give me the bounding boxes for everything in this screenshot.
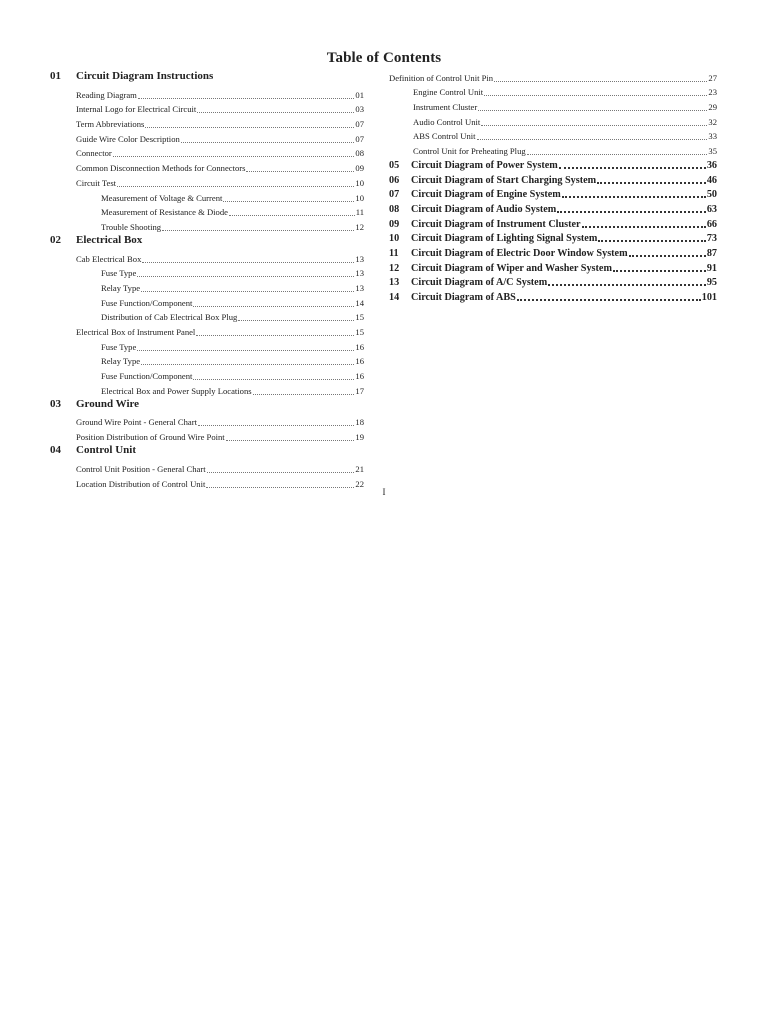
dot-leader [145,127,354,128]
entry-page: 27 [708,72,717,83]
dot-leader [598,240,706,242]
entry-title: Control Unit Position - General Chart [76,463,206,474]
toc-entry[interactable] [50,460,364,475]
section-number: 13 [389,277,400,289]
toc-entry[interactable] [389,113,717,128]
toc-entry-major[interactable] [389,260,717,275]
toc-entry[interactable] [50,218,364,233]
entry-page: 22 [355,478,364,489]
entry-title: Circuit Diagram of Engine System [411,189,561,201]
section-number: 11 [389,247,399,259]
toc-entry-major[interactable] [389,289,717,304]
dot-leader [481,125,707,126]
entry-page: 07 [355,133,364,144]
entry-page: 91 [706,262,717,274]
entry-page: 21 [355,463,364,474]
entry-page: 14 [355,297,364,308]
entry-page: 13 [355,282,364,293]
dot-leader [478,110,707,111]
entry-title: Circuit Diagram of Instrument Cluster [411,218,581,230]
entry-title: Circuit Diagram of Lighting Signal System [411,233,598,245]
entry-page: 35 [708,146,717,157]
entry-page: 09 [355,163,364,174]
dot-leader [548,284,706,286]
entry-page: 19 [355,432,364,443]
toc-entry[interactable] [50,115,364,130]
toc-entry[interactable] [50,204,364,219]
toc-entry[interactable] [389,142,717,157]
section-heading [50,444,364,460]
entry-page: 01 [355,89,364,100]
dot-leader [207,472,355,473]
dot-leader [238,320,354,321]
entry-page: 66 [706,218,717,230]
section-number: 01 [50,70,61,82]
dot-leader [582,226,706,228]
dot-leader [197,112,354,113]
section-number: 09 [389,218,400,230]
section-heading [50,70,364,86]
entry-title: Position Distribution of Ground Wire Point [76,432,225,443]
dot-leader [162,230,354,231]
entry-title: Audio Control Unit [413,116,481,127]
entry-page: 73 [706,233,717,245]
entry-title: Circuit Diagram of Electric Door Window System [411,247,628,259]
dot-leader [138,98,355,99]
entry-page: 10 [355,192,364,203]
toc-entry[interactable] [50,279,364,294]
entry-title: Fuse Function/Component [101,371,193,382]
entry-page: 36 [706,159,717,171]
entry-title: Common Disconnection Methods for Connectors [76,163,246,174]
toc-entry[interactable] [389,84,717,99]
dot-leader [253,394,355,395]
toc-entry[interactable] [50,265,364,280]
dot-leader [141,364,354,365]
toc-entry-major[interactable] [389,157,717,172]
section-number: 05 [389,159,400,171]
entry-title: Circuit Diagram of Wiper and Washer System [411,262,612,274]
dot-leader [494,81,707,82]
dot-leader [196,335,354,336]
entry-page: 07 [355,119,364,130]
entry-title: Fuse Type [101,268,137,279]
entry-title: Reading Diagram [76,89,137,100]
toc-entry-major[interactable] [389,275,717,290]
entry-title: Control Unit for Preheating Plug [413,146,526,157]
dot-leader [113,156,355,157]
entry-page: 32 [708,116,717,127]
dot-leader [562,196,706,198]
entry-title: Instrument Cluster [413,102,478,113]
entry-title: Trouble Shooting [101,221,162,232]
section-heading [50,398,364,414]
page-title: Table of Contents [326,50,442,66]
entry-title: Measurement of Resistance & Diode [101,207,228,218]
dot-leader [142,262,354,263]
entry-title: Circuit Diagram of Power System [411,159,558,171]
entry-page: 13 [355,253,364,264]
dot-leader [137,350,354,351]
section-number: 02 [50,233,61,246]
dot-leader [613,270,706,272]
toc-entry[interactable] [50,130,364,145]
entry-title: Engine Control Unit [413,87,484,98]
dot-leader [117,186,354,187]
toc-entry-major[interactable] [389,216,717,231]
toc-entry[interactable] [50,189,364,204]
section-title: Control Unit [76,444,136,457]
entry-page: 63 [706,203,717,215]
entry-title: ABS Control Unit [413,131,476,142]
section-number: 06 [389,174,400,186]
toc-entry-major[interactable] [389,187,717,202]
entry-page: 87 [706,247,717,259]
section-title: Circuit Diagram Instructions [76,70,214,82]
entry-page: 18 [355,417,364,428]
entry-page: 95 [706,277,717,289]
entry-page: 16 [355,371,364,382]
entry-title: Electrical Box and Power Supply Locations [101,385,252,396]
entry-title: Definition of Control Unit Pin [389,72,494,83]
dot-leader [557,211,706,213]
toc-entry[interactable] [50,86,364,101]
dot-leader [137,276,354,277]
entry-title: Internal Logo for Electrical Circuit [76,104,197,115]
section-number: 08 [389,203,400,215]
entry-page: 15 [355,312,364,323]
dot-leader [193,379,354,380]
toc-entry[interactable] [50,414,364,429]
dot-leader [517,299,701,301]
toc-left-column [50,69,364,490]
toc-right-column [389,69,717,304]
toc-entry[interactable] [50,145,364,160]
entry-page: 33 [708,131,717,142]
entry-page: 50 [706,189,717,201]
entry-page: 46 [706,174,717,186]
dot-leader [223,201,354,202]
toc-entry[interactable] [50,382,364,397]
entry-page: 16 [355,356,364,367]
dot-leader [193,306,354,307]
dot-leader [597,182,706,184]
toc-entry-major[interactable] [389,172,717,187]
entry-title: Circuit Diagram of Start Charging System [411,174,597,186]
entry-title: Fuse Function/Component [101,297,193,308]
dot-leader [484,95,707,96]
entry-title: Measurement of Voltage & Current [101,192,223,203]
entry-title: Guide Wire Color Description [76,133,180,144]
page-number: I [382,487,386,497]
section-number: 12 [389,262,400,274]
section-number: 14 [389,292,400,303]
toc-entry[interactable] [50,101,364,116]
entry-title: Location Distribution of Control Unit [76,478,206,489]
dot-leader [229,215,355,216]
toc-entry[interactable] [50,353,364,368]
toc-entry[interactable] [50,159,364,174]
entry-page: 15 [355,327,364,337]
toc-entry[interactable] [50,428,364,443]
toc-entry[interactable] [50,323,364,338]
entry-title: Distribution of Cab Electrical Box Plug [101,312,238,323]
toc-entry-major[interactable] [389,201,717,216]
entry-title: Relay Type [101,282,141,293]
toc-entry[interactable] [50,294,364,309]
entry-title: Cab Electrical Box [76,253,142,264]
entry-title: Relay Type [101,356,141,367]
dot-leader [477,139,708,140]
toc-entry[interactable] [389,69,717,84]
section-number: 10 [389,233,400,245]
entry-title: Circuit Diagram of Audio System [411,203,557,215]
section-number: 04 [50,444,61,457]
toc-entry-major[interactable] [389,231,717,246]
toc-entry-major[interactable] [389,245,717,260]
entry-page: 23 [708,87,717,98]
entry-page: 16 [355,341,364,352]
entry-title: Circuit Diagram of A/C System [411,277,548,289]
toc-entry[interactable] [389,128,717,143]
entry-page: 03 [355,104,364,115]
toc-entry[interactable] [50,338,364,353]
dot-leader [141,291,354,292]
entry-page: 101 [701,292,717,303]
section-title: Ground Wire [76,397,140,410]
entry-page: 17 [355,385,364,396]
dot-leader [226,440,355,441]
dot-leader [181,142,355,143]
section-number: 07 [389,189,400,201]
entry-title: Circuit Diagram of ABS [411,292,516,303]
entry-page: 13 [355,268,364,279]
dot-leader [198,425,354,426]
toc-entry[interactable] [50,250,364,265]
entry-page: 12 [355,221,364,232]
entry-page: 11 [355,207,364,218]
entry-title: Electrical Box of Instrument Panel [76,327,196,337]
section-number: 03 [50,397,61,410]
dot-leader [559,167,706,169]
entry-title: Circuit Test [76,177,117,188]
toc-entry[interactable] [50,309,364,324]
entry-title: Connector [76,148,112,159]
entry-title: Term Abbreviations [76,119,145,130]
toc-entry[interactable] [389,98,717,113]
entry-page: 10 [355,177,364,188]
dot-leader [246,171,354,172]
entry-page: 08 [355,148,364,159]
entry-page: 29 [708,102,717,113]
toc-entry[interactable] [50,174,364,189]
toc-entry[interactable] [50,367,364,382]
entry-title: Ground Wire Point - General Chart [76,417,197,428]
dot-leader [527,154,708,155]
entry-title: Fuse Type [101,341,137,352]
dot-leader [629,255,706,257]
section-heading [50,234,364,250]
section-title: Electrical Box [76,233,143,246]
